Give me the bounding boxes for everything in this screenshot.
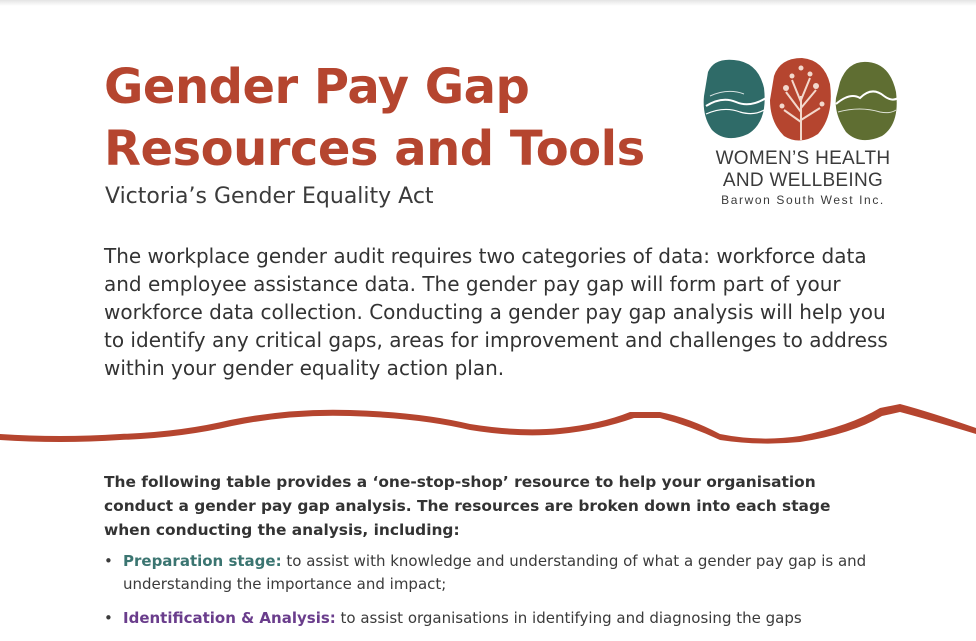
ridge-divider [0,396,976,446]
organisation-logo [700,52,906,212]
lead-paragraph: The following table provides a ‘one-stop-shop’ resource to help your organisation conduct a gender pay gap analysis. The resources are broken down into each stage when conducting the analysis, including: [104,473,831,539]
stage-description: to assist organisations in identifying and diagnosing the gaps [335,609,802,627]
list-item [104,607,874,630]
intro-paragraph: The workplace gender audit requires two categories of data: workforce data and employee assistance data. The gender pay gap will form part of your workforce data collection. Conducting a gender pay gap analysis will help you to identify any critical gaps, areas for improvement and challenges to address within your gender equality action plan. [104,244,888,380]
logo-text-line-1: WOMEN’S HEALTH [715,148,891,169]
title-line-2: Resources and Tools [104,121,645,177]
page-title [104,56,645,180]
page-subtitle: Victoria’s Gender Equality Act [105,184,434,209]
logo-text-line-2: AND WELLBEING [722,170,884,191]
bullet-icon: • [104,609,113,627]
logo-emblem-icon [700,52,906,148]
stage-list [104,550,874,641]
stage-heading: Preparation stage: [123,552,282,570]
list-item [104,550,874,596]
title-line-1: Gender Pay Gap [104,59,530,115]
stage-description: to assist with knowledge and understanding of what a gender pay gap is and understanding the importance and impact; [123,552,867,593]
top-shadow [0,0,976,6]
bullet-icon: • [104,552,113,570]
logo-text-line-3: Barwon South West Inc. [721,193,885,207]
stage-heading: Identification & Analysis: [123,609,336,627]
